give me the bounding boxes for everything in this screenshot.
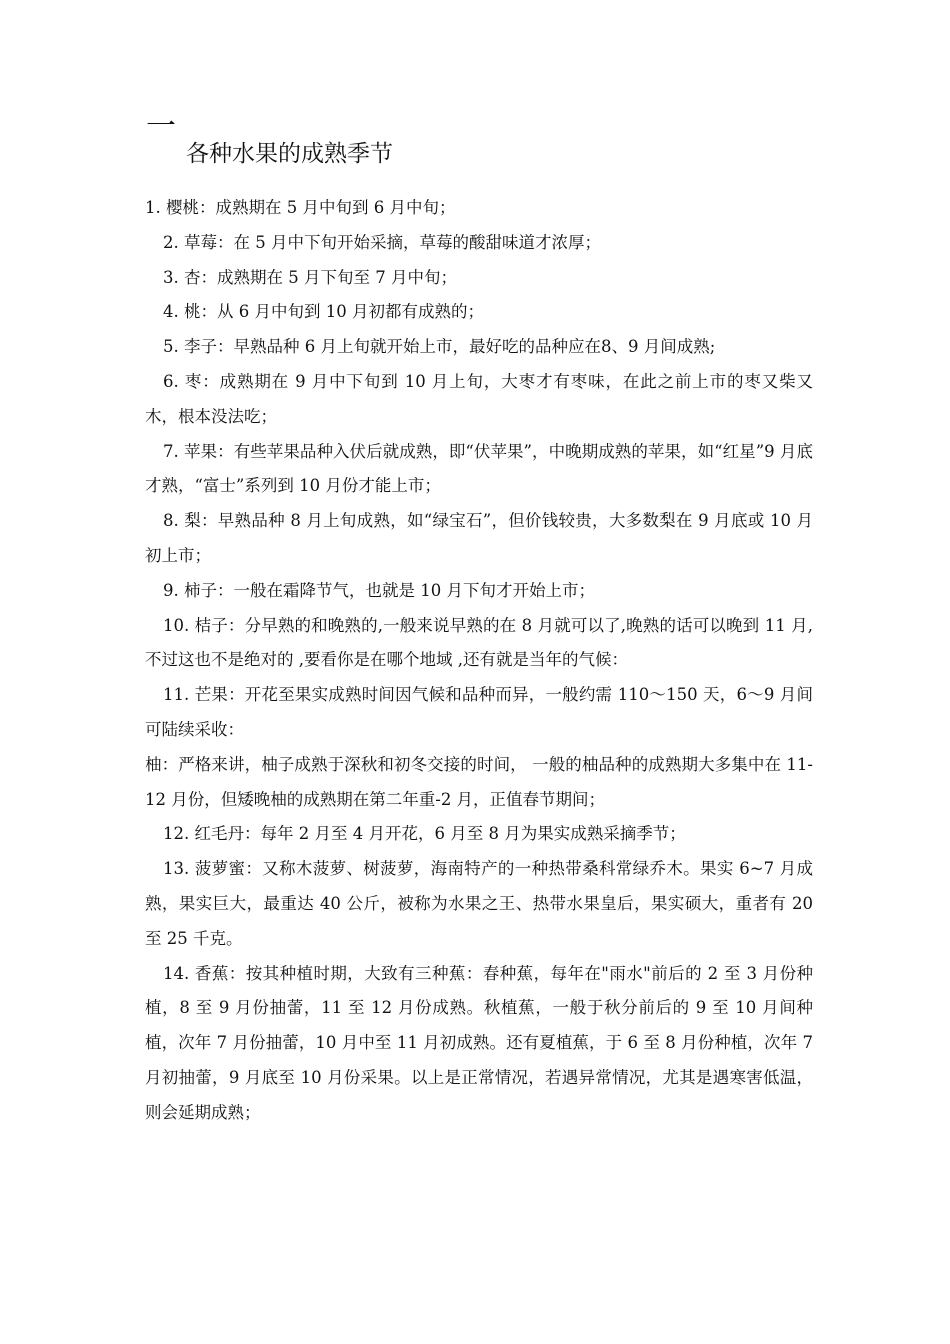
paragraph-cherry: 1. 樱桃：成熟期在 5 月中旬到 6 月中旬；: [145, 198, 456, 217]
paragraph-apple: 7. 苹果：有些苹果品种入伏后就成熟，即“伏苹果”，中晚期成熟的苹果，如“红星”9 月底才熟，“富士”系列到 10 月份才能上市；: [145, 441, 813, 496]
paragraph-peach: 4. 桃：从 6 月中旬到 10 月初都有成熟的；: [163, 302, 484, 322]
heading-number-mark: 一: [146, 109, 176, 144]
paragraph-banana: 14. 香蕉：按其种植时期，大致有三种蕉：春种蕉，每年在"雨水"前后的 2 至 3 月份种植，8 至 9 月份抽蕾，11 至 12 月份成熟。秋植蕉，一般于秋分前后的 9 至 10 月间种植，次年 7 月份抽蕾，10 月中至 11 月初成熟。还有夏植蕉，于 6 至 8 月份种植，次年 7 月初抽蕾，9 月底至 10 月份采果。以上是正常情况，若遇异常情况，尤其是遇寒害低温，则会延期成熟；: [145, 963, 813, 1122]
paragraph-jackfruit: 13. 菠萝蜜：又称木菠萝、树菠萝，海南特产的一种热带桑科常绿乔木。果实 6~7 月成熟，果实巨大，最重达 40 公斤，被称为水果之王、热带水果皇后，果实硕大，重者有 20 至 25 千克。: [145, 859, 813, 948]
paragraph-mango: 11. 芒果：开花至果实成熟时间因气候和品种而异，一般约需 110～150 天，6～9 月间可陆续采收：: [145, 685, 813, 739]
paragraph-jujube: 6. 枣：成熟期在 9 月中下旬到 10 月上旬，大枣才有枣味，在此之前上市的枣又柴又木，根本没法吃；: [145, 371, 813, 426]
paragraph-persimmon: 9. 柿子：一般在霜降节气，也就是 10 月下旬才开始上市；: [163, 580, 595, 600]
paragraph-pear: 8. 梨：早熟品种 8 月上旬成熟，如“绿宝石”，但价钱较贵，大多数梨在 9 月底或 10 月初上市；: [145, 511, 813, 565]
paragraph-strawberry: 2. 草莓：在 5 月中下旬开始采摘，草莓的酸甜味道才浓厚；: [163, 232, 601, 252]
paragraph-plum: 5. 李子：早熟品种 6 月上旬就开始上市，最好吃的品种应在8、9 月间成熟;: [163, 337, 716, 357]
paragraph-rambutan: 12. 红毛丹：每年 2 月至 4 月开花，6 月至 8 月为果实成熟采摘季节；: [163, 824, 686, 844]
paragraph-tangerine: 10. 桔子：分早熟的和晚熟的,一般来说早熟的在 8 月就可以了,晚熟的话可以晚到 11 月,不过这也不是绝对的 ,要看你是在哪个地域 ,还有就是当年的气候：: [145, 615, 813, 670]
page-title: 各种水果的成熟季节: [186, 141, 393, 167]
paragraph-apricot: 3. 杏：成熟期在 5 月下旬至 7 月中旬；: [163, 267, 457, 287]
paragraph-pomelo: 柚：严格来讲，柚子成熟于深秋和初冬交接的时间， 一般的柚品种的成熟期大多集中在 11-12 月份，但矮晚柚的成熟期在第二年重-2 月，正值春节期间；: [145, 754, 813, 809]
document-body: [145, 191, 813, 1131]
